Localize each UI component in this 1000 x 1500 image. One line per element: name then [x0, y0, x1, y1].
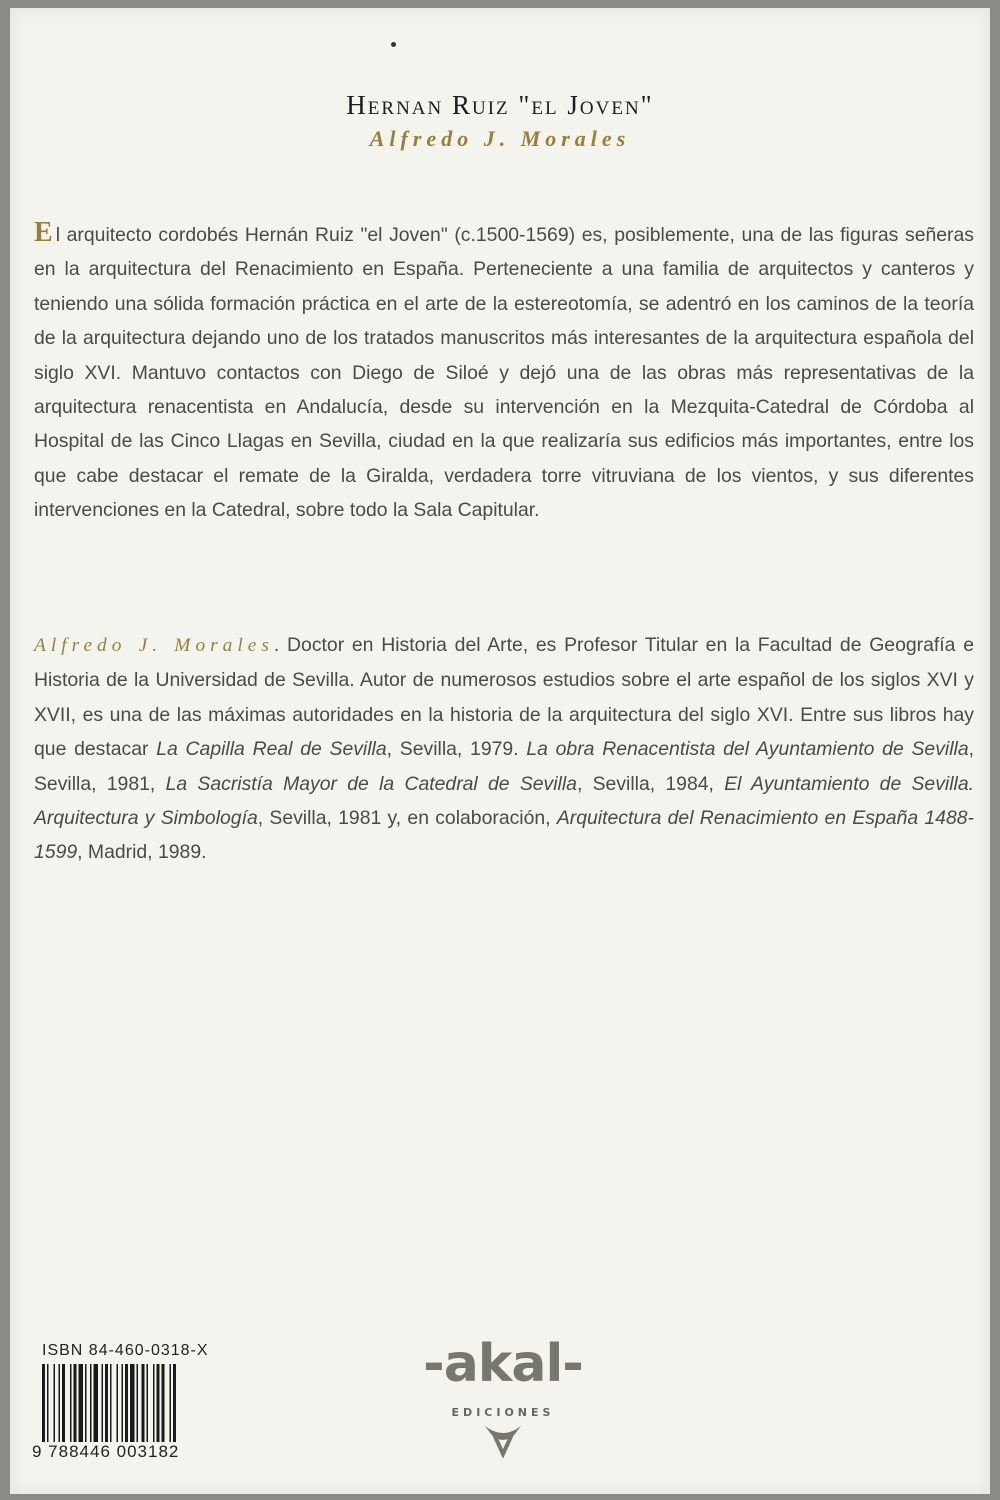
synopsis-text: l arquitecto cordobés Hernán Ruiz "el Joven" (c.1500-1569) es, posiblemente, una de las figuras señeras en la arquitectura del Renacimiento en España. Perteneciente a una familia de arquitectos y canteros y teniendo una sólida formación práctica en el arte de la estereotomía, se adentró en los caminos de la teoría de la arquitectura dejando uno de los tratados manuscritos más interesantes de la arquitectura española del siglo XVI. Mantuvo contactos con Diego de Siloé y dejó una de las obras más representativas de la arquitectura renacentista en Andalucía, desde su intervención en la Mezquita-Catedral de Córdoba al Hospital de las Cinco Llagas en Sevilla, ciudad en la que realizaría sus edificios más importantes, entre los que cabe destacar el remate de la Giralda, verdadera torre vitruviana de los vientos, y sus diferentes intervenciones en la Catedral, sobre todo la Sala Capitular. — [34, 224, 974, 522]
book-title: Hernan Ruiz "el Joven" — [346, 90, 654, 120]
book-ref-3: La Sacristía Mayor de la Catedral de Sevilla — [165, 772, 577, 795]
drop-cap: E — [34, 217, 53, 248]
akal-logo-text: -akal- — [423, 1334, 583, 1394]
ink-dot — [391, 42, 396, 47]
book-ref-4: El Ayuntamiento de Sevilla. Arquitectura y Simbología — [34, 772, 974, 830]
book-back-cover — [10, 8, 990, 1494]
bio-text-6: , Madrid, 1989. — [77, 841, 207, 864]
book-ref-1: La Capilla Real de Sevilla — [156, 738, 387, 761]
bio-text-3: , Sevilla, 1981, — [34, 738, 975, 795]
bio-text-5: , Sevilla, 1981 y, en colaboración, — [257, 807, 557, 830]
akal-logo-subtitle: EDICIONES — [451, 1406, 555, 1419]
bio-text-4: , Sevilla, 1984, — [576, 772, 725, 795]
publisher-logo — [415, 1308, 591, 1458]
isbn-label: ISBN 84-460-0318-X — [42, 1342, 209, 1359]
bio-text-2: , Sevilla, 1979. — [386, 738, 527, 761]
book-ref-5: Arquitectura del Renacimiento en España 1488-1599 — [34, 807, 974, 864]
synopsis-paragraph — [34, 216, 974, 528]
bio-text-1: . Doctor en Historia del Arte, es Profesor Titular en la Facultad de Geografía e Historia de la Universidad de Sevilla. Autor de numerosos estudios sobre el arte español de los siglos XVI y XVII, es una de las máximas autoridades en la historia de la arquitectura del siglo XVI. Entre sus libros hay que destacar — [34, 634, 974, 761]
barcode-image — [40, 1364, 212, 1442]
barcode-digits: 9 788446 003182 — [32, 1442, 180, 1461]
author-bio-paragraph — [34, 628, 974, 870]
book-author: Alfredo J. Morales — [369, 126, 631, 151]
book-ref-2: La obra Renacentista del Ayuntamiento de Sevilla — [526, 738, 969, 761]
bio-author-name: Alfredo J. Morales — [34, 635, 274, 656]
